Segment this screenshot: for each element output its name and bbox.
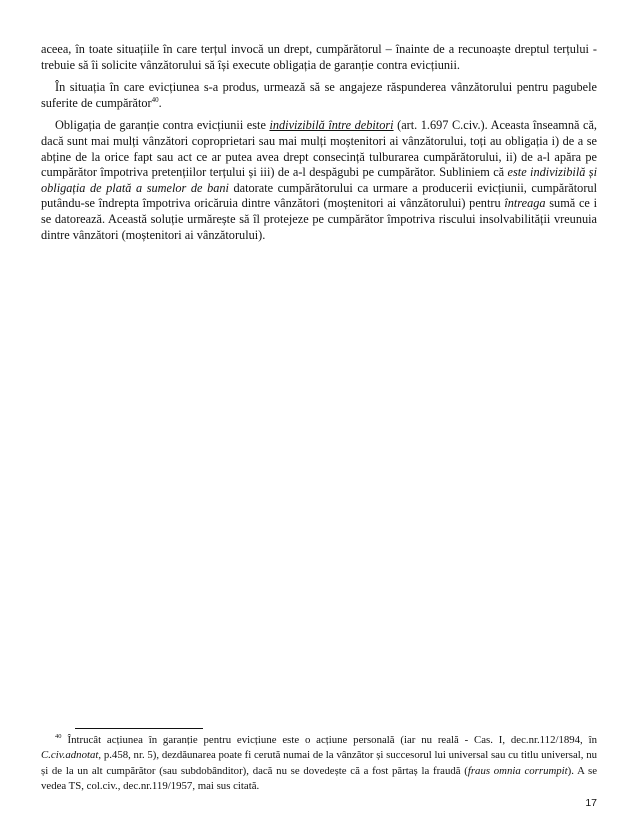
footnote-text-c: ). A se vedea TS, col.civ., dec.nr.119/1957, mai sus citată. bbox=[41, 764, 597, 793]
footnote-text-b: , p.458, nr. 5), dezdăunarea poate fi cerută numai de la vânzător și succesorul lui universal sau cu titlu universal, nu și de la un alt cumpărător (sau subdobânditor), dacă nu se dovedește că a fost părtaș la fraudă ( bbox=[41, 749, 597, 777]
paragraph-1-text: aceea, în toate situațiile în care terțul invocă un drept, cumpărătorul – înainte de a recunoaște dreptul terțului - trebuie să îi solicite vânzătorului să își execute obligația de garanție contra evicțiunii. bbox=[41, 42, 597, 72]
footnote-separator bbox=[75, 728, 203, 729]
footnote-latin-maxim: fraus omnia corrumpit bbox=[467, 764, 568, 777]
paragraph-3-text-c: datorate cumpărătorului ca urmare a producerii evicțiunii, cumpărătorul putându-se îndrepta împotriva oricăruia dintre vânzători (moștenitori ai vânzătorului) pentru bbox=[41, 180, 597, 211]
paragraph-3-text-b: (art. 1.697 C.civ.). Aceasta înseamnă că, dacă sunt mai mulți vânzători coproprietari sau mai mulți moștenitori ai vânzătorului, toți au obligația i) de a se abține de la orice fapt sau act ce ar putea avea drept consecință tulburarea cumpărătorului, ii) de a-l apăra pe cumpărător împotriva pretențiilor terțului și iii) de a-l despăgubi pe cumpărător. Subliniem că bbox=[41, 118, 597, 180]
paragraph-2 bbox=[41, 80, 597, 111]
footnote-marker: 40 bbox=[55, 733, 62, 741]
paragraph-2-text: În situația în care evicțiunea s-a produs, urmează să se angajeze răspunderea vânzătorului pentru pagubele suferite de cumpărător bbox=[41, 80, 597, 110]
paragraph-2-end: . bbox=[158, 95, 162, 110]
paragraph-3 bbox=[41, 118, 597, 243]
footnote-text-a: Întrucât acțiunea în garanție pentru evicțiune este o acțiune personală (iar nu reală - Cas. I, dec.nr.112/1894, în bbox=[67, 734, 597, 746]
footnote bbox=[41, 733, 597, 795]
paragraph-3-text-d: sumă ce i se datorează. Această soluție urmărește să îl protejeze pe cumpărător împotriva riscului insolvabilității vreunuia dintre vânzători (moștenitori ai vânzătorului). bbox=[41, 196, 597, 242]
emphasis-payment-obligation: este indivizibilă și obligația de plată a sumelor de bani bbox=[41, 165, 597, 195]
footnote-40 bbox=[41, 733, 597, 795]
emphasis-indivisible: indivizibilă între debitori bbox=[269, 118, 394, 133]
footnote-source-title: C.civ.adnotat bbox=[41, 749, 99, 762]
paragraph-1 bbox=[41, 42, 597, 73]
main-text bbox=[41, 42, 597, 250]
paragraph-3-text-a: Obligația de garanție contra evicțiunii este bbox=[55, 118, 270, 133]
emphasis-whole: întreaga bbox=[504, 196, 546, 211]
footnote-reference[interactable]: 40 bbox=[151, 95, 159, 104]
page-number: 17 bbox=[585, 797, 597, 809]
